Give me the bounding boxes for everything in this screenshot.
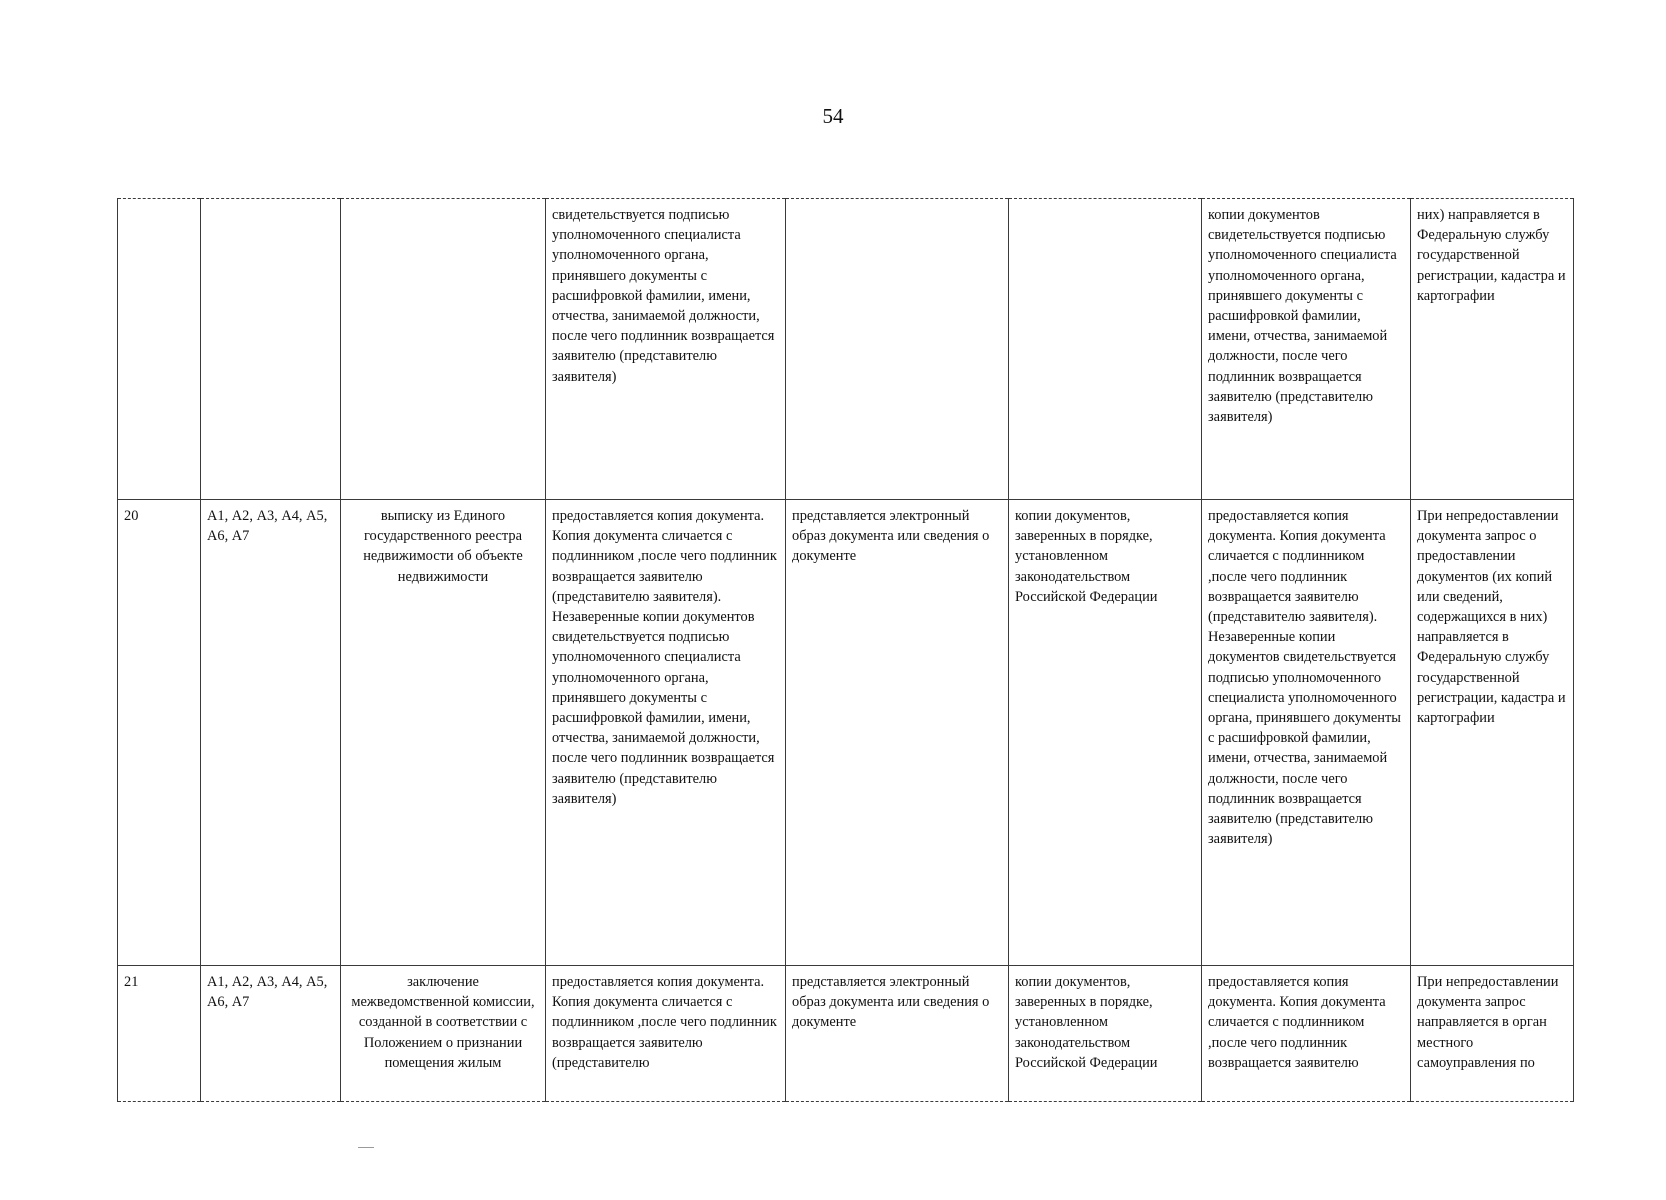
- mail-submission-cell: [1009, 199, 1202, 500]
- cell-text: заключение межведомственной комиссии, созданной в соответствии с Положением о признании помещения жилым: [351, 974, 535, 1071]
- cell-text: копии документов, заверенных в порядке, установленном законодательством Российской Федерации: [1015, 974, 1158, 1071]
- cell-text: А1, А2, А3, А4, А5, А6, А7: [207, 974, 328, 1011]
- cell-text: представляется электронный образ документа или сведения о документе: [792, 974, 990, 1031]
- row-number-cell: [118, 966, 201, 1102]
- mfc-submission-cell: предоставляется копия документа. Копия документа сличается с подлинником ,после чего подлинник возвращается заявителю (представителю заявителя). Незаверенные копии документов свидетельствуется подписью уполномоченного специалиста уполномоченного органа, принявшего документы с расшифровкой фамилии, имени, отчества, занимаемой должности, после чего подлинник возвращается заявителю (представителю заявителя): [1202, 500, 1411, 966]
- electronic-submission-cell: [786, 966, 1009, 1102]
- mail-submission-cell: копии документов, заверенных в порядке, установленном законодательством Российской Федерации: [1009, 500, 1202, 966]
- paper-submission-cell: свидетельствуется подписью уполномоченного специалиста уполномоченного органа, принявшего документы с расшифровкой фамилии, имени, отчества, занимаемой должности, после чего подлинник возвращается заявителю (представителю заявителя): [546, 199, 786, 500]
- table-row-continuation: [118, 199, 1574, 500]
- interagency-request-cell: При непредоставлении документа запрос о предоставлении документов (их копий или сведений, содержащихся в них) направляется в Федеральную службу государственной регистрации, кадастра и картографии: [1411, 500, 1574, 966]
- interagency-request-cell: них) направляется в Федеральную службу государственной регистрации, кадастра и картографии: [1411, 199, 1574, 500]
- mail-submission-cell: [1009, 966, 1202, 1102]
- electronic-submission-cell: [786, 199, 1009, 500]
- mfc-submission-cell: [1202, 966, 1411, 1102]
- documents-table: [117, 198, 1574, 1102]
- row-number-cell: 20: [118, 500, 201, 966]
- applicant-codes-cell: А1, А2, А3, А4, А5, А6, А7: [201, 500, 341, 966]
- electronic-submission-cell: представляется электронный образ документа или сведения о документе: [786, 500, 1009, 966]
- document-name-cell: [341, 966, 546, 1102]
- document-name-cell: [341, 199, 546, 500]
- paper-submission-cell: предоставляется копия документа. Копия документа сличается с подлинником ,после чего подлинник возвращается заявителю (представителю заявителя). Незаверенные копии документов свидетельствуется подписью уполномоченного специалиста уполномоченного органа, принявшего документы с расшифровкой фамилии, имени, отчества, занимаемой должности, после чего подлинник возвращается заявителю (представителю заявителя): [546, 500, 786, 966]
- cell-text: 21: [124, 974, 139, 990]
- cell-text: предоставляется копия документа. Копия документа сличается с подлинником ,после чего подлинник возвращается заявителю (представителю: [552, 974, 777, 1071]
- interagency-request-cell: [1411, 966, 1574, 1102]
- cell-text: предоставляется копия документа. Копия документа сличается с подлинником ,после чего подлинник возвращается заявителю: [1208, 974, 1386, 1071]
- mfc-submission-cell: копии документов свидетельствуется подписью уполномоченного специалиста уполномоченного органа, принявшего документы с расшифровкой фамилии, имени, отчества, занимаемой должности, после чего подлинник возвращается заявителю (представителю заявителя): [1202, 199, 1411, 500]
- table-row-21: [118, 966, 1574, 1102]
- row-number-cell: [118, 199, 201, 500]
- applicant-codes-cell: [201, 199, 341, 500]
- cell-text: При непредоставлении документа запрос направляется в орган местного самоуправления по: [1417, 974, 1559, 1071]
- table-row-20: [118, 500, 1574, 966]
- document-name-cell: выписку из Единого государственного реестра недвижимости об объекте недвижимости: [341, 500, 546, 966]
- paper-submission-cell: [546, 966, 786, 1102]
- applicant-codes-cell: [201, 966, 341, 1102]
- page-number: 54: [822, 104, 844, 128]
- scan-mark: [358, 1147, 374, 1148]
